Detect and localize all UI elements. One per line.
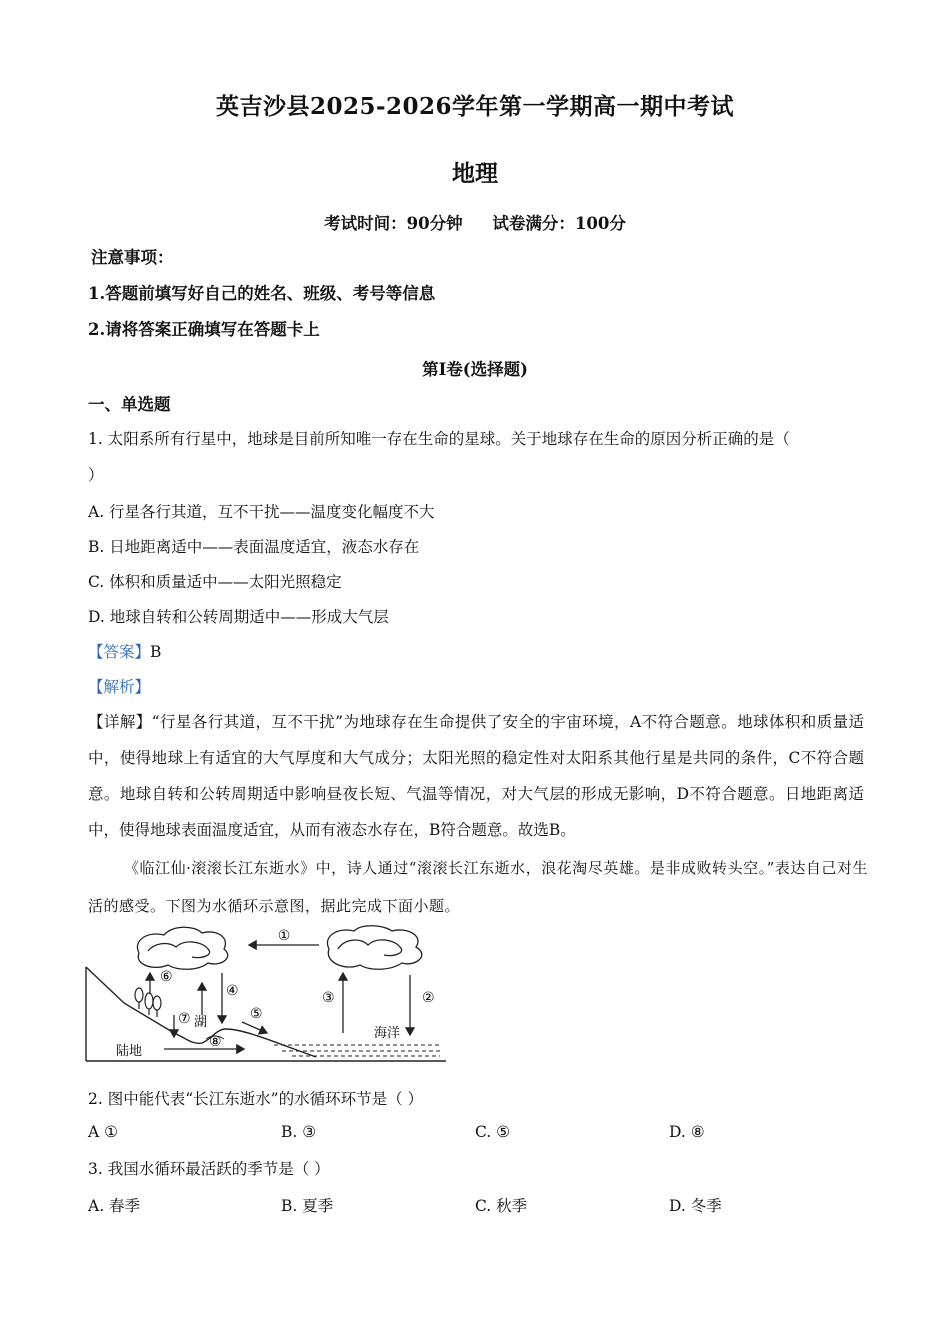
q1-stem-line2: ） xyxy=(88,466,104,484)
notice-item-2: 2.请将答案正确填写在答题卡上 xyxy=(88,320,320,339)
q1-option-b: B. 日地距离适中——表面温度适宜，液态水存在 xyxy=(88,538,420,556)
lake-label: 湖 xyxy=(194,1015,208,1030)
water-cycle-diagram xyxy=(84,925,449,1065)
ocean-surface xyxy=(274,1045,440,1056)
notice-heading: 注意事项： xyxy=(91,248,174,267)
q1-stem-line1: 1. 太阳系所有行星中，地球是目前所知唯一存在生命的星球。关于地球存在生命的原因分析正确的是（ xyxy=(88,430,790,448)
cloud-right-icon xyxy=(327,926,421,970)
q1-detail: 【详解】“行星各行其道，互不干扰”为地球存在生命提供了安全的宇宙环境，A不符合题意。地球体积和质量适中，使得地球上有适宜的大气厚度和大气成分；太阳光照的稳定性对太阳系其他行星是共同的条件，C不符合题意。地球自转和公转周期适中影响昼夜长短、气温等情况，对大气层的形成无影响，D不符合题意。日地距离适中，使得地球表面温度适宜，从而有液态水存在，B符合题意。故选B。 xyxy=(88,713,864,839)
q1-option-d: D. 地球自转和公转周期适中——形成大气层 xyxy=(88,608,389,626)
exam-meta xyxy=(0,210,950,234)
q1-option-c: C. 体积和质量适中——太阳光照稳定 xyxy=(88,573,342,591)
q3-option-d: D. 冬季 xyxy=(669,1197,722,1215)
q1-answer-line xyxy=(88,641,868,663)
label-6: ⑥ xyxy=(160,969,173,985)
exam-title: 英吉沙县2025-2026学年第一学期高一期中考试 xyxy=(215,93,735,120)
q2-option-c: C. ⑤ xyxy=(475,1123,511,1141)
notice-item-1: 1.答题前填写好自己的姓名、班级、考号等信息 xyxy=(88,284,436,303)
land-label: 陆地 xyxy=(116,1044,143,1059)
full-score: 试卷满分：100分 xyxy=(492,214,626,233)
q2-option-b: B. ③ xyxy=(281,1123,317,1141)
q1-option-a: A. 行星各行其道，互不干扰——温度变化幅度不大 xyxy=(88,503,435,521)
q3-option-b: B. 夏季 xyxy=(281,1197,334,1215)
cloud-left-icon xyxy=(137,927,227,969)
label-1: ① xyxy=(277,928,291,944)
exam-subject: 地理 xyxy=(452,160,498,187)
q2-option-d: D. ⑧ xyxy=(669,1123,705,1141)
answer-tag: 【答案】 xyxy=(88,643,151,661)
label-2: ② xyxy=(422,990,435,1006)
label-7: ⑦ xyxy=(178,1011,191,1027)
exam-time: 考试时间：90分钟 xyxy=(324,214,463,233)
label-5: ⑤ xyxy=(250,1006,263,1022)
q2-option-a: A ① xyxy=(88,1123,119,1141)
label-4: ④ xyxy=(226,983,239,999)
q3-option-a: A. 春季 xyxy=(88,1197,141,1215)
label-3: ③ xyxy=(322,990,335,1006)
q3-stem: 3. 我国水循环最活跃的季节是（ ） xyxy=(88,1160,330,1178)
volume-heading: 第Ⅰ卷(选择题) xyxy=(422,360,528,379)
label-8: ⑧ xyxy=(209,1034,222,1050)
q1-answer: B xyxy=(150,643,162,661)
ocean-label: 海洋 xyxy=(374,1026,401,1041)
analysis-tag: 【解析】 xyxy=(88,678,151,696)
part-heading: 一、单选题 xyxy=(88,395,171,414)
q3-option-c: C. 秋季 xyxy=(475,1197,528,1215)
q2-stem: 2. 图中能代表“长江东逝水”的水循环环节是（ ） xyxy=(88,1090,423,1108)
material-text: 《临江仙·滚滚长江东逝水》中，诗人通过“滚滚长江东逝水，浪花淘尽英雄。是非成败转头空。”表达自己对生活的感受。下图为水循环示意图，据此完成下面小题。 xyxy=(88,859,868,915)
